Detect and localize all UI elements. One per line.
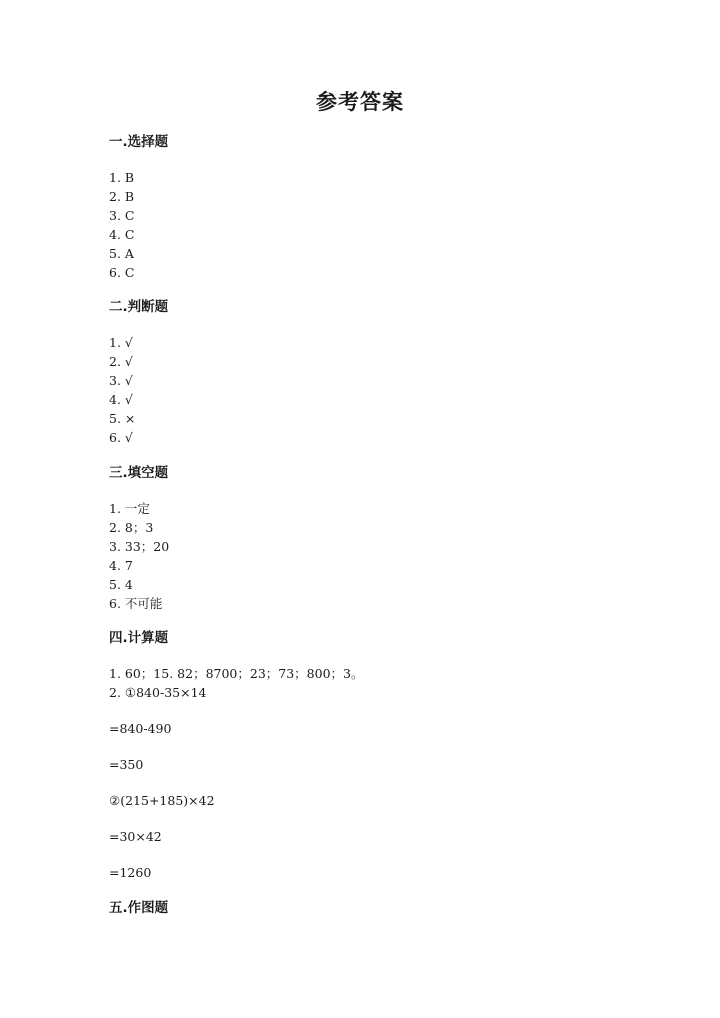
answer-item: 2. 8；3 xyxy=(109,520,154,535)
answer-item: 6. √ xyxy=(109,430,133,445)
answer-item: 6. 不可能 xyxy=(109,596,163,611)
section-drawing xyxy=(109,899,168,934)
calc-line: =1260 xyxy=(109,865,152,880)
section-calculation xyxy=(109,629,364,882)
answer-item: 1. B xyxy=(109,170,135,185)
section-heading: 二.判断题 xyxy=(109,299,169,315)
calc-line: =350 xyxy=(109,757,144,772)
answer-item: 5. × xyxy=(109,411,136,426)
section-heading: 四.计算题 xyxy=(109,630,169,646)
answer-list xyxy=(109,168,168,282)
calc-line: 1. 60；15. 82；8700；23；73；800；3。 xyxy=(109,666,364,681)
answer-item: 5. A xyxy=(109,246,134,261)
answer-item: 6. C xyxy=(109,265,135,280)
section-heading: 三.填空题 xyxy=(109,465,169,481)
calc-line: 2. ①840-35×14 xyxy=(109,685,207,700)
section-multiple-choice xyxy=(109,133,168,282)
answer-item: 1. 一定 xyxy=(109,501,150,516)
answer-item: 3. C xyxy=(109,208,135,223)
answer-item: 2. B xyxy=(109,189,135,204)
answer-list xyxy=(109,499,169,613)
calc-line: ②(215+185)×42 xyxy=(109,793,215,808)
answer-item: 4. 7 xyxy=(109,558,133,573)
answer-item: 3. √ xyxy=(109,373,133,388)
answer-item: 1. √ xyxy=(109,335,133,350)
calc-line: =30×42 xyxy=(109,829,162,844)
answer-item: 5. 4 xyxy=(109,577,133,592)
answer-item: 3. 33；20 xyxy=(109,539,170,554)
calc-line: =840-490 xyxy=(109,721,172,736)
page-title: 参考答案 xyxy=(316,90,404,114)
answer-item: 2. √ xyxy=(109,354,133,369)
answer-item: 4. C xyxy=(109,227,135,242)
section-fill-in-blank xyxy=(109,464,169,613)
section-heading: 五.作图题 xyxy=(109,900,169,916)
section-heading: 一.选择题 xyxy=(109,134,169,150)
section-true-false xyxy=(109,298,168,447)
answer-item: 4. √ xyxy=(109,392,133,407)
answer-list xyxy=(109,333,168,447)
